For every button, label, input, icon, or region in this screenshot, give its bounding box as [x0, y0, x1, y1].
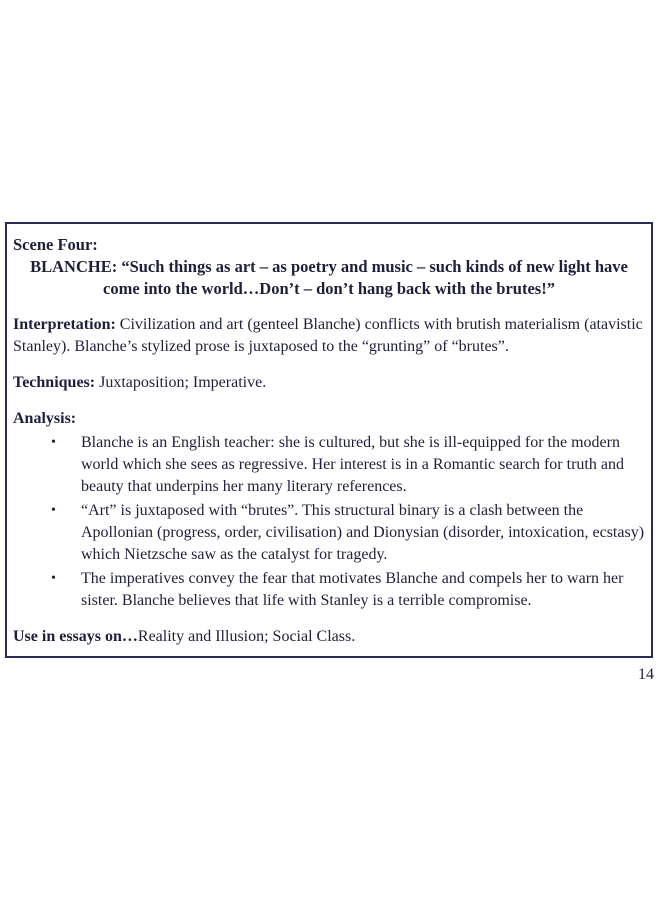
techniques-text: Juxtaposition; Imperative.	[95, 374, 267, 391]
page-number: 14	[638, 666, 654, 683]
analysis-bullet-text: Blanche is an English teacher: she is cultured, but she is ill-equipped for the modern world which she sees as regressive. Her interest is in a Romantic search for truth and beauty that underpins her many literary references.	[81, 434, 624, 495]
quote: BLANCHE: “Such things as art – as poetry and music – such kinds of new light have come into the world…Don’t – don’t hang back with the brutes!”	[30, 257, 628, 298]
bullet-icon: •	[51, 503, 56, 518]
interpretation-label: Interpretation:	[13, 316, 116, 333]
study-card	[5, 222, 653, 658]
analysis-bullet-text: The imperatives convey the fear that motivates Blanche and compels her to warn her sister. Blanche believes that life with Stanley is a terrible compromise.	[81, 570, 624, 609]
analysis-list	[13, 432, 645, 612]
analysis-bullet-text: “Art” is juxtaposed with “brutes”. This structural binary is a clash between the Apollonian (progress, order, civilisation) and Dionysian (disorder, intoxication, ecstasy) which Nietzsche saw as the catalyst for tragedy.	[81, 502, 645, 563]
analysis-label: Analysis:	[13, 410, 77, 427]
use-in-essays-text: Reality and Illusion; Social Class.	[137, 628, 356, 645]
techniques-label: Techniques:	[13, 374, 96, 391]
bullet-icon: •	[51, 571, 56, 586]
use-in-essays-label: Use in essays on…	[13, 628, 138, 645]
list-item	[13, 568, 645, 612]
bullet-icon: •	[51, 435, 56, 450]
techniques-paragraph	[13, 372, 645, 394]
list-item	[13, 432, 645, 498]
use-in-essays-paragraph	[13, 626, 645, 648]
interpretation-text: Civilization and art (genteel Blanche) conflicts with brutish materialism (atavistic Stanley). Blanche’s stylized prose is juxtaposed to the “grunting” of “brutes”.	[13, 316, 643, 355]
list-item	[13, 500, 645, 566]
interpretation-paragraph	[13, 314, 645, 358]
scene-title: Scene Four:	[13, 235, 98, 254]
